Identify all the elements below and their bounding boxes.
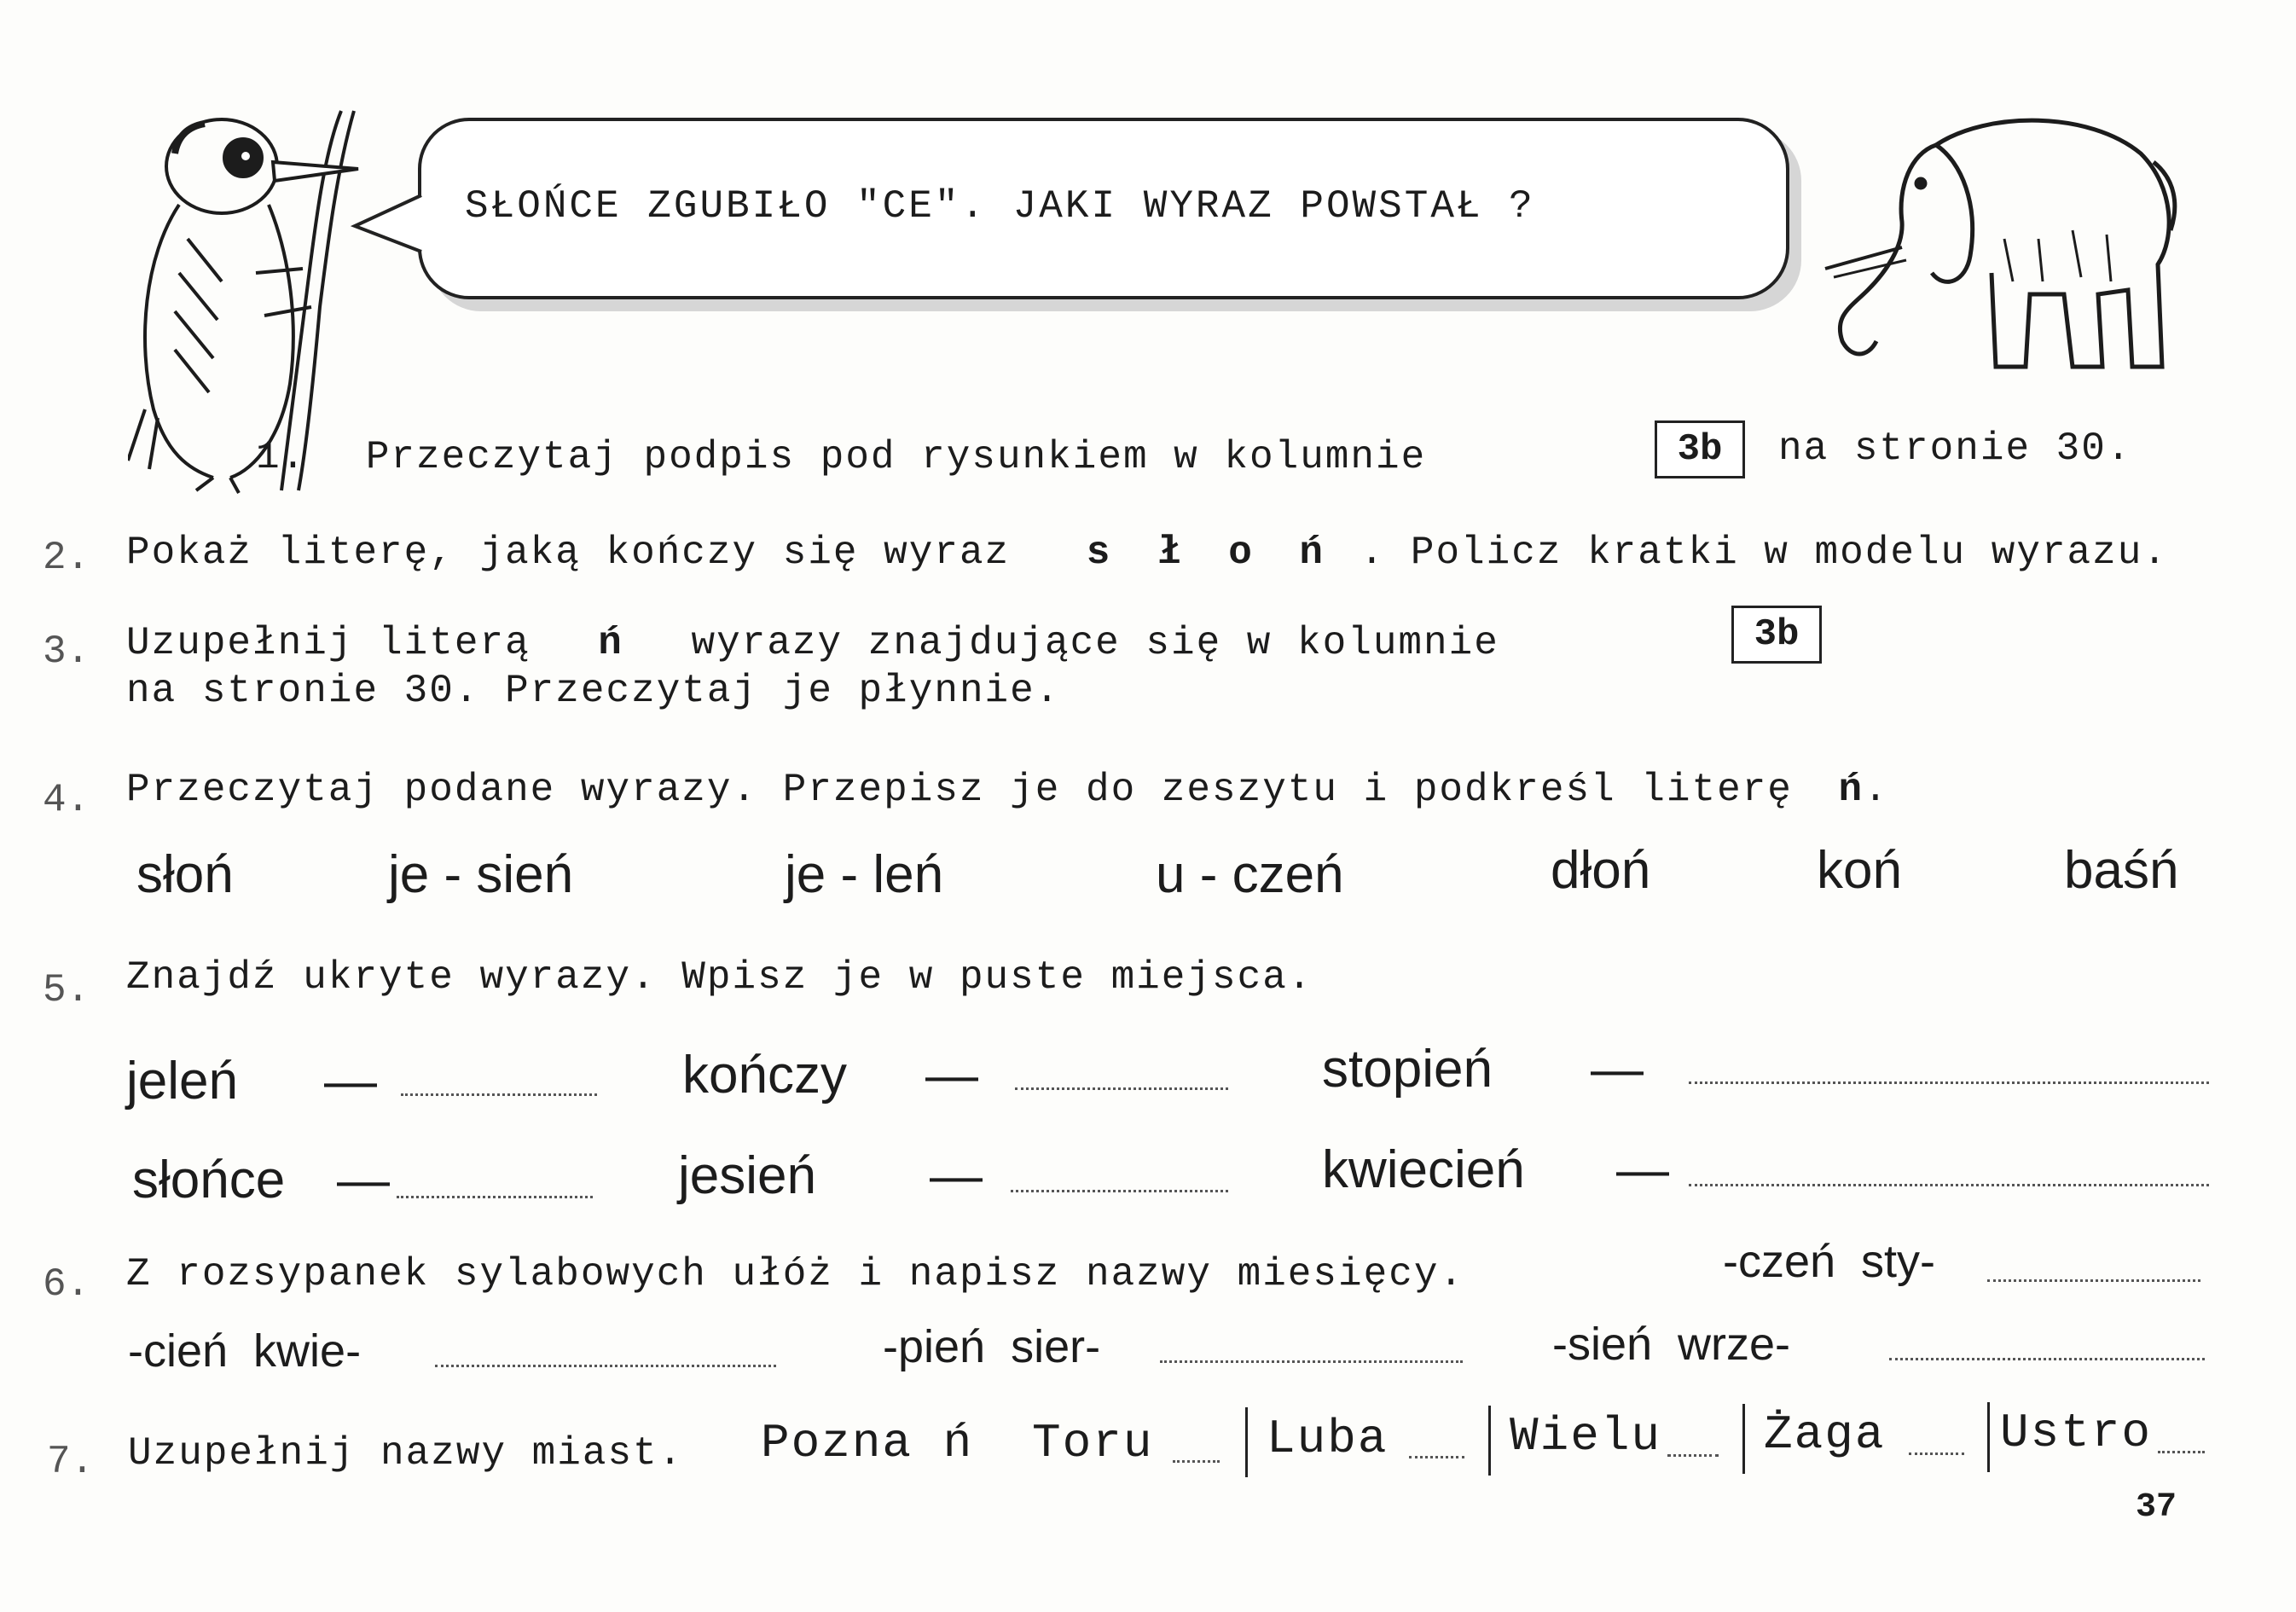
task5-word: stopień	[1322, 1040, 1493, 1099]
answer-line[interactable]	[1015, 1087, 1228, 1090]
task4-word: baśń	[2064, 841, 2179, 900]
task2-line	[126, 531, 2168, 575]
task5-word: jeleń	[126, 1052, 238, 1110]
task7-text: Uzupełnij nazwy miast.	[128, 1431, 684, 1476]
speech-bubble-tail	[350, 192, 435, 260]
city-name	[761, 1416, 973, 1470]
answer-line[interactable]	[401, 1093, 597, 1096]
answer-line[interactable]	[1173, 1460, 1220, 1463]
answer-line[interactable]	[1689, 1081, 2209, 1084]
syllable-puzzle: -sień wrze-	[1552, 1319, 1791, 1370]
task4-word: dłoń	[1551, 841, 1651, 900]
answer-line[interactable]	[1909, 1453, 1964, 1455]
city-name: Żaga	[1764, 1407, 1886, 1462]
task5-text: Znajdź ukryte wyrazy. Wpisz je w puste miejsca.	[126, 955, 1313, 1000]
task5-word: jesień	[678, 1146, 816, 1205]
task5-dash: —	[925, 1046, 978, 1105]
task6-text: Z rozsypanek sylabowych ułóż i napisz nazwy miesięcy.	[126, 1252, 1465, 1296]
task5-dash: —	[1591, 1040, 1644, 1099]
answer-line[interactable]	[1160, 1360, 1463, 1363]
answer-line[interactable]	[1889, 1358, 2205, 1360]
column-box-3b: 3b	[1655, 420, 1745, 478]
answer-line[interactable]	[1667, 1454, 1719, 1457]
task6-number: 6.	[43, 1262, 90, 1307]
divider	[1742, 1404, 1745, 1474]
task4-text: Przeczytaj podane wyrazy. Przepisz je do zeszytu i podkreśl literę	[126, 768, 1793, 812]
task2-text-end: . Policz kratki w modelu wyrazu.	[1360, 531, 2168, 575]
task5-dash: —	[930, 1146, 983, 1205]
answer-line[interactable]	[1987, 1279, 2200, 1282]
task3-line1	[126, 621, 1499, 665]
syllable-puzzle: -pień sier-	[883, 1321, 1101, 1372]
answer-line[interactable]	[2158, 1451, 2205, 1453]
task4-end: .	[1864, 768, 1889, 812]
task7-number: 7.	[47, 1440, 95, 1484]
task4-word: słoń	[136, 845, 234, 904]
task2-text: Pokaż literę, jaką kończy się wyraz	[126, 531, 1011, 575]
task3-number: 3.	[43, 629, 90, 674]
task5-word: kończy	[682, 1046, 847, 1105]
city-name: Wielu	[1510, 1409, 1662, 1464]
task2-word: s ł o ń	[1086, 531, 1336, 575]
page-number: 37	[2135, 1488, 2177, 1527]
task5-word: kwiecień	[1322, 1140, 1525, 1199]
task5-word: słońce	[132, 1151, 286, 1209]
task5-dash: —	[324, 1052, 377, 1110]
city-name: Ustro	[2000, 1406, 2153, 1460]
answer-line[interactable]	[397, 1196, 593, 1198]
task4-word: je - leń	[785, 845, 944, 904]
task3-text: Uzupełnij literą	[126, 621, 531, 665]
bubble-text: SŁOŃCE ZGUBIŁO "CE". JAKI WYRAZ POWSTAŁ ?	[465, 184, 1535, 229]
task4-number: 4.	[43, 778, 90, 822]
task1-number: 1.	[256, 435, 307, 479]
divider	[1488, 1406, 1491, 1476]
task2-number: 2.	[43, 536, 90, 580]
divider	[1245, 1407, 1248, 1477]
elephant-icon	[1817, 111, 2183, 384]
task1-text-end: na stronie 30.	[1778, 426, 2132, 471]
task5-dash: —	[337, 1151, 390, 1209]
task4-line	[126, 768, 1889, 812]
task1-line	[256, 435, 1426, 479]
task3-text-2: wyrazy znajdujące się w kolumnie	[691, 621, 1499, 665]
answer-line[interactable]	[1011, 1190, 1228, 1192]
city-poznan: Pozna ń	[761, 1416, 974, 1470]
column-box-3b-2: 3b	[1731, 606, 1822, 664]
task3-letter: ń	[598, 621, 623, 665]
task4-letter: ń	[1838, 768, 1864, 812]
city-name: Luba	[1267, 1412, 1389, 1466]
syllable-puzzle: -czeń sty-	[1723, 1236, 1936, 1287]
syllable-puzzle: -cień kwie-	[128, 1325, 362, 1377]
task1-text: Przeczytaj podpis pod rysunkiem w kolumnie	[365, 435, 1427, 479]
city-name: Toru	[1032, 1416, 1154, 1470]
answer-line[interactable]	[1409, 1456, 1464, 1458]
task4-word: je - sień	[388, 845, 574, 904]
task5-number: 5.	[43, 968, 90, 1012]
answer-line[interactable]	[1689, 1184, 2209, 1186]
task4-word: koń	[1817, 841, 1902, 900]
answer-line[interactable]	[435, 1365, 776, 1367]
task3-line2: na stronie 30. Przeczytaj je płynnie.	[126, 669, 1061, 713]
task5-dash: —	[1616, 1140, 1669, 1199]
divider	[1987, 1402, 1990, 1472]
task4-word: u - czeń	[1156, 845, 1344, 904]
